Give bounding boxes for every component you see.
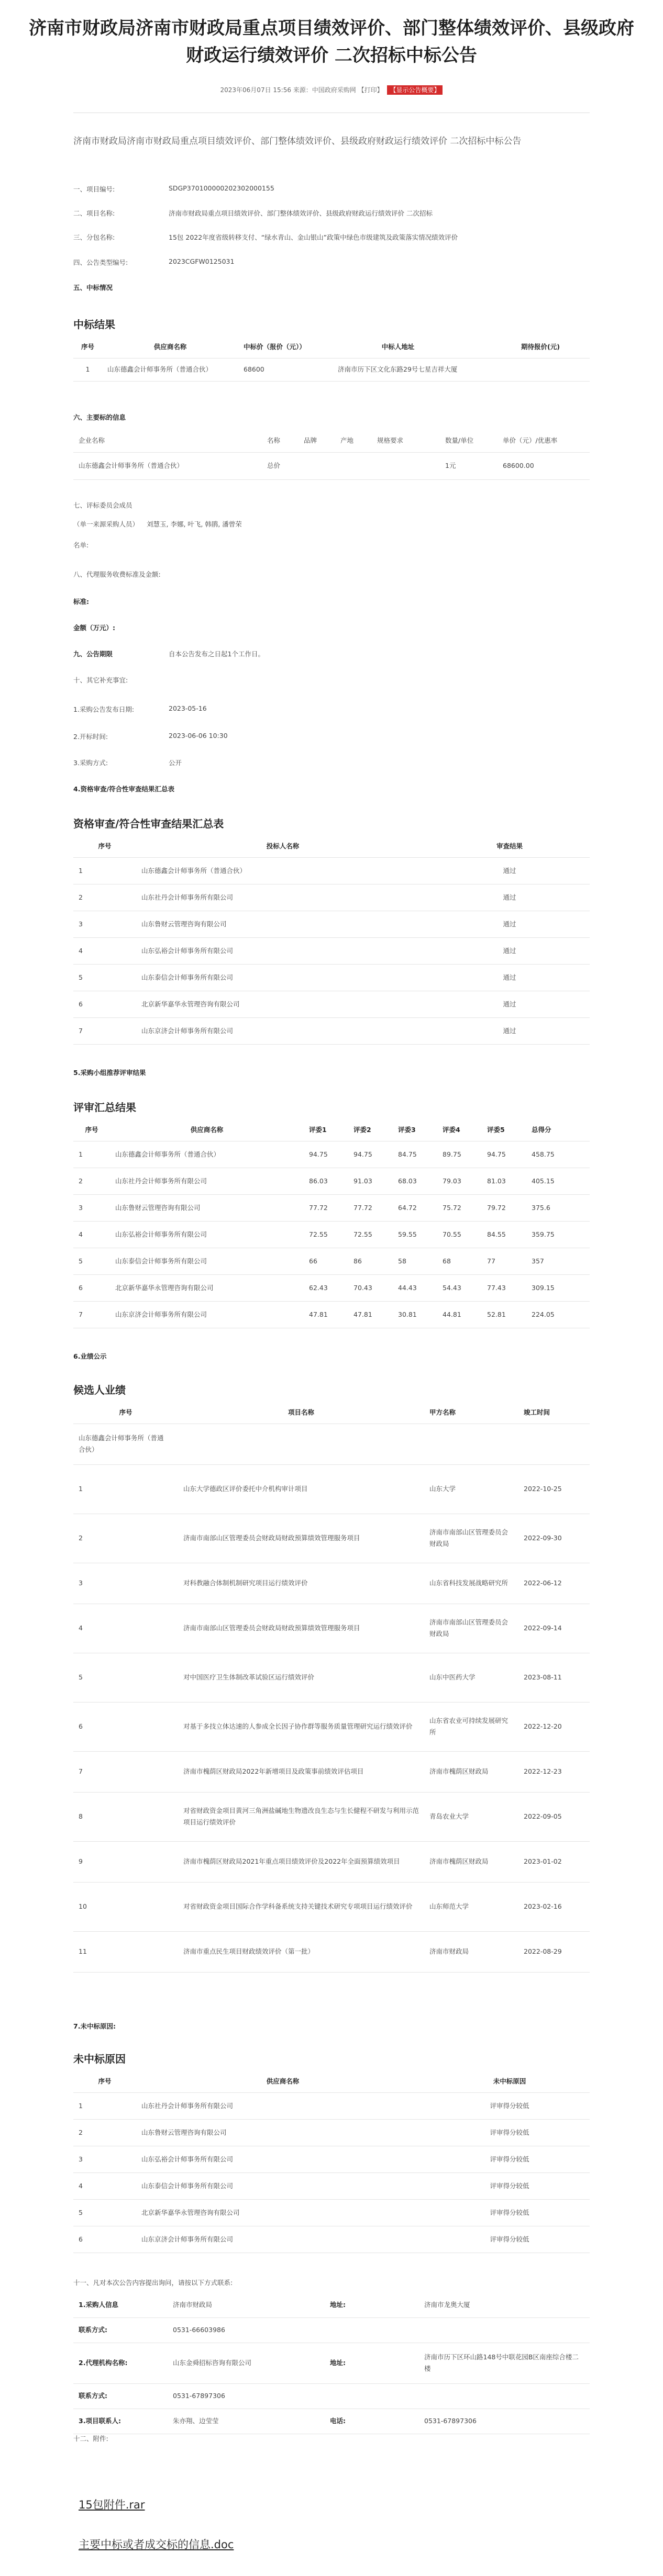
page-title: 济南市财政局济南市财政局重点项目绩效评价、部门整体绩效评价、县级政府财政运行绩效评价 二次招标中标公告 <box>29 18 634 66</box>
table-row: 山东德鑫会计师事务所（普通合伙） 总价 1元 68600.00 <box>73 452 590 479</box>
info-row: 三、分包名称: 15包 2022年度省级转移支付、“绿水青山、金山银山”政策中绿色市级建筑及政策落实情况绩效评价 <box>73 233 458 241</box>
fee-standard: 标准: <box>73 598 89 606</box>
table-row: 3 山东鲁财云管理咨询有限公司 77.72 77.72 64.72 75.72 79.72 375.6 <box>73 1194 590 1221</box>
section-heading: 五、中标情况 <box>73 284 113 292</box>
info-row: 一、项目编号: SDGP370100000202302000155 <box>73 184 274 193</box>
section-heading: 六、主要标的信息 <box>73 413 126 421</box>
table-row: 1 山东德鑫会计师事务所（普通合伙） 通过 <box>73 857 590 884</box>
table-row: 山东德鑫会计师事务所（普通合伙） <box>73 1424 590 1464</box>
list-label: 名单: <box>73 541 89 549</box>
table-row: 2 山东鲁财云管理咨询有限公司 评审得分较低 <box>73 2119 590 2146</box>
section-heading: 十、其它补充事宜: <box>73 676 128 684</box>
table-row: 7 济南市槐荫区财政局2022年新增项目及政策事前绩效评估项目 济南市槐荫区财政局 2022-12-23 <box>73 1751 590 1792</box>
table-row: 3 山东弘裕会计师事务所有限公司 评审得分较低 <box>73 2146 590 2172</box>
meta-line <box>0 84 663 96</box>
section-heading: 七、评标委员会成员 <box>73 501 132 509</box>
table-row: 4 山东弘裕会计师事务所有限公司 通过 <box>73 937 590 964</box>
extra-row: 1.采购公告发布日期: 2023-05-16 <box>73 704 207 713</box>
table-row: 11 济南市重点民生项目财政绩效评价（第一批） 济南市财政局 2022-08-29 <box>73 1931 590 1972</box>
table-row: 2 济南市南部山区管理委员会财政局财政预算绩效管理服务项目 济南市南部山区管理委员会财政局 2022-09-30 <box>73 1514 590 1563</box>
contact-table <box>73 2292 590 2434</box>
table-row: 1 山东社丹会计师事务所有限公司 评审得分较低 <box>73 2092 590 2119</box>
section-title: 资格审查/符合性审查结果汇总表 <box>73 817 224 830</box>
section-heading: 5.采购小组推荐评审结果 <box>73 1069 146 1077</box>
table-row: 2.代理机构名称: 山东金舜招标咨询有限公司 地址: 济南市历下区环山路148号中联花园B区南座综合楼二楼 <box>73 2343 590 2383</box>
table-row: 联系方式: 0531-67897306 <box>73 2383 590 2409</box>
table-row: 联系方式: 0531-66603986 <box>73 2317 590 2343</box>
section-heading: 十一、凡对本次公告内容提出询问，请按以下方式联系: <box>73 2279 233 2287</box>
section-title: 评审汇总结果 <box>73 1101 136 1114</box>
table-row: 6 对基于多技立体达速的人参成全长因子协作群等服务质量管理研究运行绩效评价 山东省农业可持续发展研究所 2022-12-20 <box>73 1702 590 1751</box>
extra-row: 3.采购方式: 公开 <box>73 759 182 767</box>
performance-table: 序号 项目名称 甲方名称 竣工时间 山东德鑫会计师事务所（普通合伙） 1 山东大学德政区评价委托中介机构审计项目 山东大学 2022-10-25 2 济南市南部山区管理委员会财政局财政预算绩效管理服务项目 济南市南部山区管理委员会财政局 2022-09-30 3 对科教融合体制机制研究项目运行绩效评价 山东省科技发展战略研究所 2022-06-12 4 济南市南部山区管理委员会财政局财政预算绩效管理服务项目 济南市南部山区管理委员会财政局 2022-09-14 5 对中国医疗卫生体制改革试验区运行绩效评价 山东中医药大学 2023-08-11 6 对基于多技立体达速的人参成全长因子协作群等服务质量管理研究运行绩效评价 山东省农业可持续发展研究所 2022-12-20 7 济南市槐荫区财政局2022年新增项目及政策事前绩效评估项目 济南市槐荫区财政局 2022-12-23 8 对省财政资金项目黄河三角洲盐碱地生物遗改良生态与生长健程不研发与利用示范项目运行绩效评价 青岛农业大学 2022-09-05 9 济南市槐荫区财政局2021年重点项目绩效评价及2022年全面预算绩效项目 济南市槐荫区财政局 2023-01-02 10 对省财政资金项目国际合作学科备系统支持关键技术研究专项项目运行绩效评价 山东师范大学 2023-02-16 11 济南市重点民生项目财政绩效评价（第一批） 济南市财政局 2022-08-29 <box>73 1401 590 1973</box>
section-title: 未中标原因 <box>73 2053 126 2065</box>
publish-info: 2023年06月07日 15:56 来源：中国政府采购网 <box>220 86 356 94</box>
table-row: 1.采购人信息 济南市财政局 地址: 济南市龙奥大厦 <box>73 2292 590 2317</box>
section-heading: 八、代理服务收费标准及金额: <box>73 570 161 578</box>
attachment-link[interactable]: 15包附件.rar <box>79 2499 145 2511</box>
fee-amount: 金额（万元）: <box>73 624 115 632</box>
table-row: 7 山东京济会计师事务所有限公司 47.81 47.81 30.81 44.81 52.81 224.05 <box>73 1301 590 1328</box>
table-row: 5 北京新华嘉华永管理咨询有限公司 评审得分较低 <box>73 2199 590 2226</box>
table-row: 3 山东鲁财云管理咨询有限公司 通过 <box>73 911 590 937</box>
table-row: 1 山东德鑫会计师事务所（普通合伙） 94.75 94.75 84.75 89.75 94.75 458.75 <box>73 1141 590 1168</box>
table-row: 9 济南市槐荫区财政局2021年重点项目绩效评价及2022年全面预算绩效项目 济南市槐荫区财政局 2023-01-02 <box>73 1841 590 1882</box>
table-row: 7 山东京济会计师事务所有限公司 通过 <box>73 1017 590 1044</box>
info-row: 四、公告类型编号: 2023CGFW0125031 <box>73 257 235 266</box>
table-row: 4 济南市南部山区管理委员会财政局财政预算绩效管理服务项目 济南市南部山区管理委员会财政局 2022-09-14 <box>73 1604 590 1653</box>
table-row: 4 山东泰信会计师事务所有限公司 评审得分较低 <box>73 2172 590 2199</box>
table-row: 6 山东京济会计师事务所有限公司 评审得分较低 <box>73 2226 590 2253</box>
section-heading: 7.未中标原因: <box>73 2022 116 2030</box>
section-title: 中标结果 <box>73 318 115 331</box>
table-row: 1 山东德鑫会计师事务所（普通合伙） 68600 济南市历下区文化东路29号七星吉祥大厦 <box>73 358 590 381</box>
attachment-link[interactable]: 主要中标或者成交标的信息.doc <box>79 2538 234 2551</box>
qualification-table: 序号 投标人名称 审查结果 1 山东德鑫会计师事务所（普通合伙） 通过 2 山东社丹会计师事务所有限公司 通过 3 山东鲁财云管理咨询有限公司 通过 4 山东弘裕会计师事务所有限公司 通过 5 山东泰信会计师事务所有限公司 通过 6 北京新华嘉华永管理咨询有限公司 通过 7 山东京济会计师事务所有限公司 通过 <box>73 834 590 1045</box>
award-table: 序号 供应商名称 中标价（报价（元）） 中标人地址 期待报价(元) 1 山东德鑫会计师事务所（普通合伙） 68600 济南市历下区文化东路29号七星吉祥大厦 <box>73 335 590 382</box>
attachments-heading: 十二、附件: <box>73 2435 108 2443</box>
fail-table: 序号 供应商名称 未中标原因 1 山东社丹会计师事务所有限公司 评审得分较低 2 山东鲁财云管理咨询有限公司 评审得分较低 3 山东弘裕会计师事务所有限公司 评审得分较低 4 山东泰信会计师事务所有限公司 评审得分较低 5 北京新华嘉华永管理咨询有限公司 评审得分较低 6 山东京济会计师事务所有限公司 评审得分较低 <box>73 2069 590 2253</box>
section-heading: 4.资格审查/符合性审查结果汇总表 <box>73 785 175 793</box>
table-row: 5 对中国医疗卫生体制改革试验区运行绩效评价 山东中医药大学 2023-08-11 <box>73 1653 590 1702</box>
table-row: 1 山东大学德政区评价委托中介机构审计项目 山东大学 2022-10-25 <box>73 1464 590 1514</box>
show-summary-button[interactable]: 【显示公告概要】 <box>387 85 443 95</box>
info-row: 二、项目名称: 济南市财政局重点项目绩效评价、部门整体绩效评价、县级政府财政运行绩效评价 二次招标 <box>73 209 433 217</box>
table-row: 2 山东社丹会计师事务所有限公司 通过 <box>73 884 590 911</box>
subject-table: 企业名称 名称 品牌 产地 规格要求 数量/单位 单价（元）/优惠率 山东德鑫会计师事务所（普通合伙） 总价 1元 68600.00 <box>73 429 590 480</box>
table-row: 10 对省财政资金项目国际合作学科备系统支持关键技术研究专项项目运行绩效评价 山东师范大学 2023-02-16 <box>73 1882 590 1931</box>
table-row: 6 北京新华嘉华永管理咨询有限公司 通过 <box>73 991 590 1017</box>
score-table: 序号 供应商名称 评委1 评委2 评委3 评委4 评委5 总得分 1 山东德鑫会计师事务所（普通合伙） 94.75 94.75 84.75 89.75 94.75 458.75 2 山东社丹会计师事务所有限公司 86.03 91.03 68.03 79.03 81.03 405.15 3 山东鲁财云管理咨询有限公司 77.72 77.72 64.72 75.72 79.72 375.6 4 山东弘裕会计师事务所有限公司 72.55 72.55 59.55 70.55 84.55 359.75 5 山东泰信会计师事务所有限公司 66 86 58 68 77 357 6 北京新华嘉华永管理咨询有限公司 62.43 70.43 44.43 54.43 77.43 309.15 7 山东京济会计师事务所有限公司 47.81 47.81 30.81 44.81 52.81 224.05 <box>73 1118 590 1328</box>
table-row: 3 对科教融合体制机制研究项目运行绩效评价 山东省科技发展战略研究所 2022-06-12 <box>73 1563 590 1604</box>
committee-row: （单一来源采购人员） 刘慧玉, 李娜, 叶飞, 韩鹃, 潘曾荣 <box>73 520 242 528</box>
table-row: 5 山东泰信会计师事务所有限公司 66 86 58 68 77 357 <box>73 1248 590 1274</box>
summary-text: 济南市财政局济南市财政局重点项目绩效评价、部门整体绩效评价、县级政府财政运行绩效评价 二次招标中标公告 <box>73 136 522 147</box>
table-row: 8 对省财政资金项目黄河三角洲盐碱地生物遗改良生态与生长健程不研发与利用示范项目运行绩效评价 青岛农业大学 2022-09-05 <box>73 1792 590 1841</box>
extra-row: 2.开标时间: 2023-06-06 10:30 <box>73 732 228 741</box>
notice-period: 九、公告期限 自本公告发布之日起1个工作日。 <box>73 650 264 658</box>
print-link[interactable]: 【打印】 <box>358 86 383 94</box>
table-row: 2 山东社丹会计师事务所有限公司 86.03 91.03 68.03 79.03 81.03 405.15 <box>73 1168 590 1194</box>
table-row: 3.项目联系人: 朱亦翔、边莹莹 电话: 0531-67897306 <box>73 2409 590 2434</box>
table-row: 6 北京新华嘉华永管理咨询有限公司 62.43 70.43 44.43 54.43 77.43 309.15 <box>73 1274 590 1301</box>
section-heading: 6.业绩公示 <box>73 1352 107 1360</box>
table-row: 5 山东泰信会计师事务所有限公司 通过 <box>73 964 590 991</box>
section-title: 候选人业绩 <box>73 1384 126 1396</box>
table-row: 4 山东弘裕会计师事务所有限公司 72.55 72.55 59.55 70.55 84.55 359.75 <box>73 1221 590 1248</box>
